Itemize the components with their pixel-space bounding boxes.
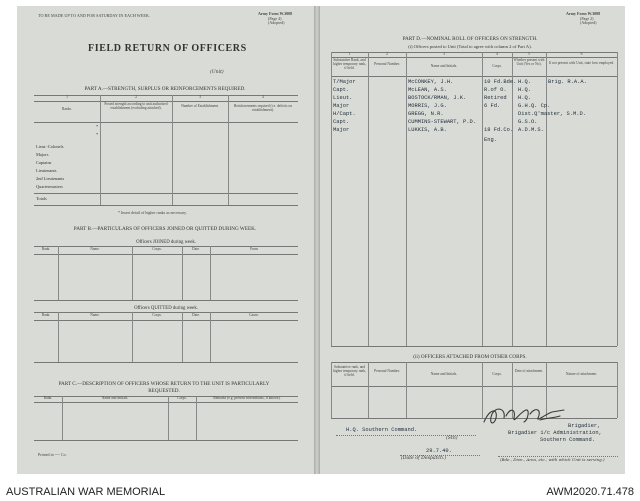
partD-col-rank: Substantive Rank, and higher temporary rank, if held. (332, 58, 367, 70)
signoff-place: H.Q. Southern Command. (346, 427, 418, 433)
rank-row: Quartermasters (36, 184, 63, 189)
joined-title: Officers JOINED during week. (136, 240, 196, 245)
unit-label: (Unit) (210, 70, 224, 75)
row-corps: 6 Fd. (484, 103, 501, 109)
row-employed: Brig. R.A.A. (548, 79, 587, 85)
signoff-rank-2: Brigadier i/c Administration, (508, 430, 602, 436)
rank-row: Captains (36, 160, 52, 165)
partA-col-establishment: Number of Establishment. (181, 104, 219, 108)
partA-col-posted: Posted strength according to unit authorised establishment (excluding attached). (104, 102, 168, 110)
top-note: TO BE MADE UP TO AND FOR SATURDAY IN EACH WEEK. (38, 13, 150, 18)
row-corps: 10 Fd.Bde. (484, 79, 517, 85)
footer-right: AWM2020.71.478 (546, 486, 634, 498)
printer-note: Printed in ---- Co. (38, 452, 67, 457)
signoff-place-label: (Stn) (446, 436, 458, 441)
partC-heading: PART C.—DESCRIPTION OF OFFICERS WHOSE RETURN TO THE UNIT IS PARTICULARLY REQUESTED. (58, 381, 270, 395)
row-rank: Lieut. (333, 95, 353, 101)
row-rank: Major (333, 127, 350, 133)
row-name: McLEAN, A.S. (408, 87, 447, 93)
row-corps: R.of O. (484, 87, 507, 93)
row-employed: H.Q. (518, 87, 531, 93)
row-name: CUMMINS-STEWART, P.D. (408, 119, 476, 125)
form-ref-left: Army Form W.3008 (258, 11, 293, 16)
quitted-title: Officers QUITTED during week. (134, 306, 198, 311)
row-employed: A.D.M.S. (518, 127, 544, 133)
row-employed: H.Q. (518, 95, 531, 101)
row-name: BOSTOCK/RMAN, J.K. (408, 95, 467, 101)
rank-total: Totals (36, 196, 47, 201)
row-name: GREGG, N.R. (408, 111, 444, 117)
rank-row: Lieut.-Colonels (36, 144, 64, 149)
footer-left: AUSTRALIAN WAR MEMORIAL (6, 486, 166, 498)
form-ref-left-page: (Page 4) (268, 16, 282, 21)
form-ref-left-size: (Adopted) (268, 20, 285, 25)
signoff-rank-1: Brigadier, (568, 423, 601, 429)
partD-col-name: Name and Initials. (430, 64, 458, 68)
row-rank: Capt. (333, 119, 350, 125)
partA-col-reinforcements: Reinforcements required (i.e. deficits on establishment). (233, 104, 293, 112)
row-present: H.Q. (518, 79, 531, 85)
row-employed: G.S.O. (518, 119, 538, 125)
row-name: LUKKIS, A.B. (408, 127, 447, 133)
partD-col-present: Whether present with Unit (Yes or No). (513, 58, 545, 66)
rank-row: Majors (36, 152, 49, 157)
partA-heading: PART A.—STRENGTH, SURPLUS OR REINFORCEMENTS REQUIRED. (84, 86, 246, 92)
partB-heading: PART B.—PARTICULARS OF OFFICERS JOINED OR QUITTED DURING WEEK. (73, 226, 257, 232)
row-rank: Capt. (333, 87, 350, 93)
row-corps: Retired (484, 95, 507, 101)
page-title: FIELD RETURN OF OFFICERS (88, 43, 247, 54)
row-employed: Dist.Q'master, S.M.D. (518, 111, 586, 117)
row-rank: Major (333, 103, 350, 109)
partD-col-employed: If not present with Unit, state how employed. (548, 61, 615, 65)
rank-row: 2nd Lieutenants (36, 176, 65, 181)
signoff-rank-3: Southern Command. (540, 437, 595, 443)
form-ref-right-page: (Page 2) (580, 16, 594, 21)
row-rank: T/Major (333, 79, 356, 85)
row-name: MORRIS, J.G. (408, 103, 447, 109)
form-ref-right: Army Form W.3008 (566, 11, 601, 16)
signoff-rank-label: (Bde., Divn., Area, etc., with which Unit is serving.) (500, 457, 605, 462)
rank-row: Lieutenants (36, 168, 57, 173)
row-corps: Eng. (484, 137, 497, 143)
partD-col-corps: Corps. (492, 64, 502, 68)
partD-col-number: Personal Number. (374, 62, 400, 66)
partD-subheading: (i) Officers posted to Unit (Total to agree with column 2 of Part A). (408, 44, 532, 49)
attached-heading: (ii) OFFICERS ATTACHED FROM OTHER CORPS. (413, 354, 527, 360)
row-employed: G.H.Q. Cp. (518, 103, 551, 109)
form-ref-right-size: (Adopted) (580, 20, 597, 25)
partA-col-ranks: Ranks. (62, 107, 72, 111)
signoff-date-label: (Date of Despatch.) (401, 456, 447, 461)
row-corps: 18 Fd.Co. (484, 127, 514, 133)
row-name: McCONKEY, J.H. (408, 79, 454, 85)
signature-mark (480, 404, 570, 428)
partA-footnote: * Insert detail of higher ranks as necessary. (118, 210, 187, 215)
signoff-date: 29.7.40. (426, 448, 452, 454)
partD-heading: PART D.—NOMINAL ROLL OF OFFICERS ON STRENGTH. (402, 36, 538, 42)
row-rank: H/Capt. (333, 111, 356, 117)
